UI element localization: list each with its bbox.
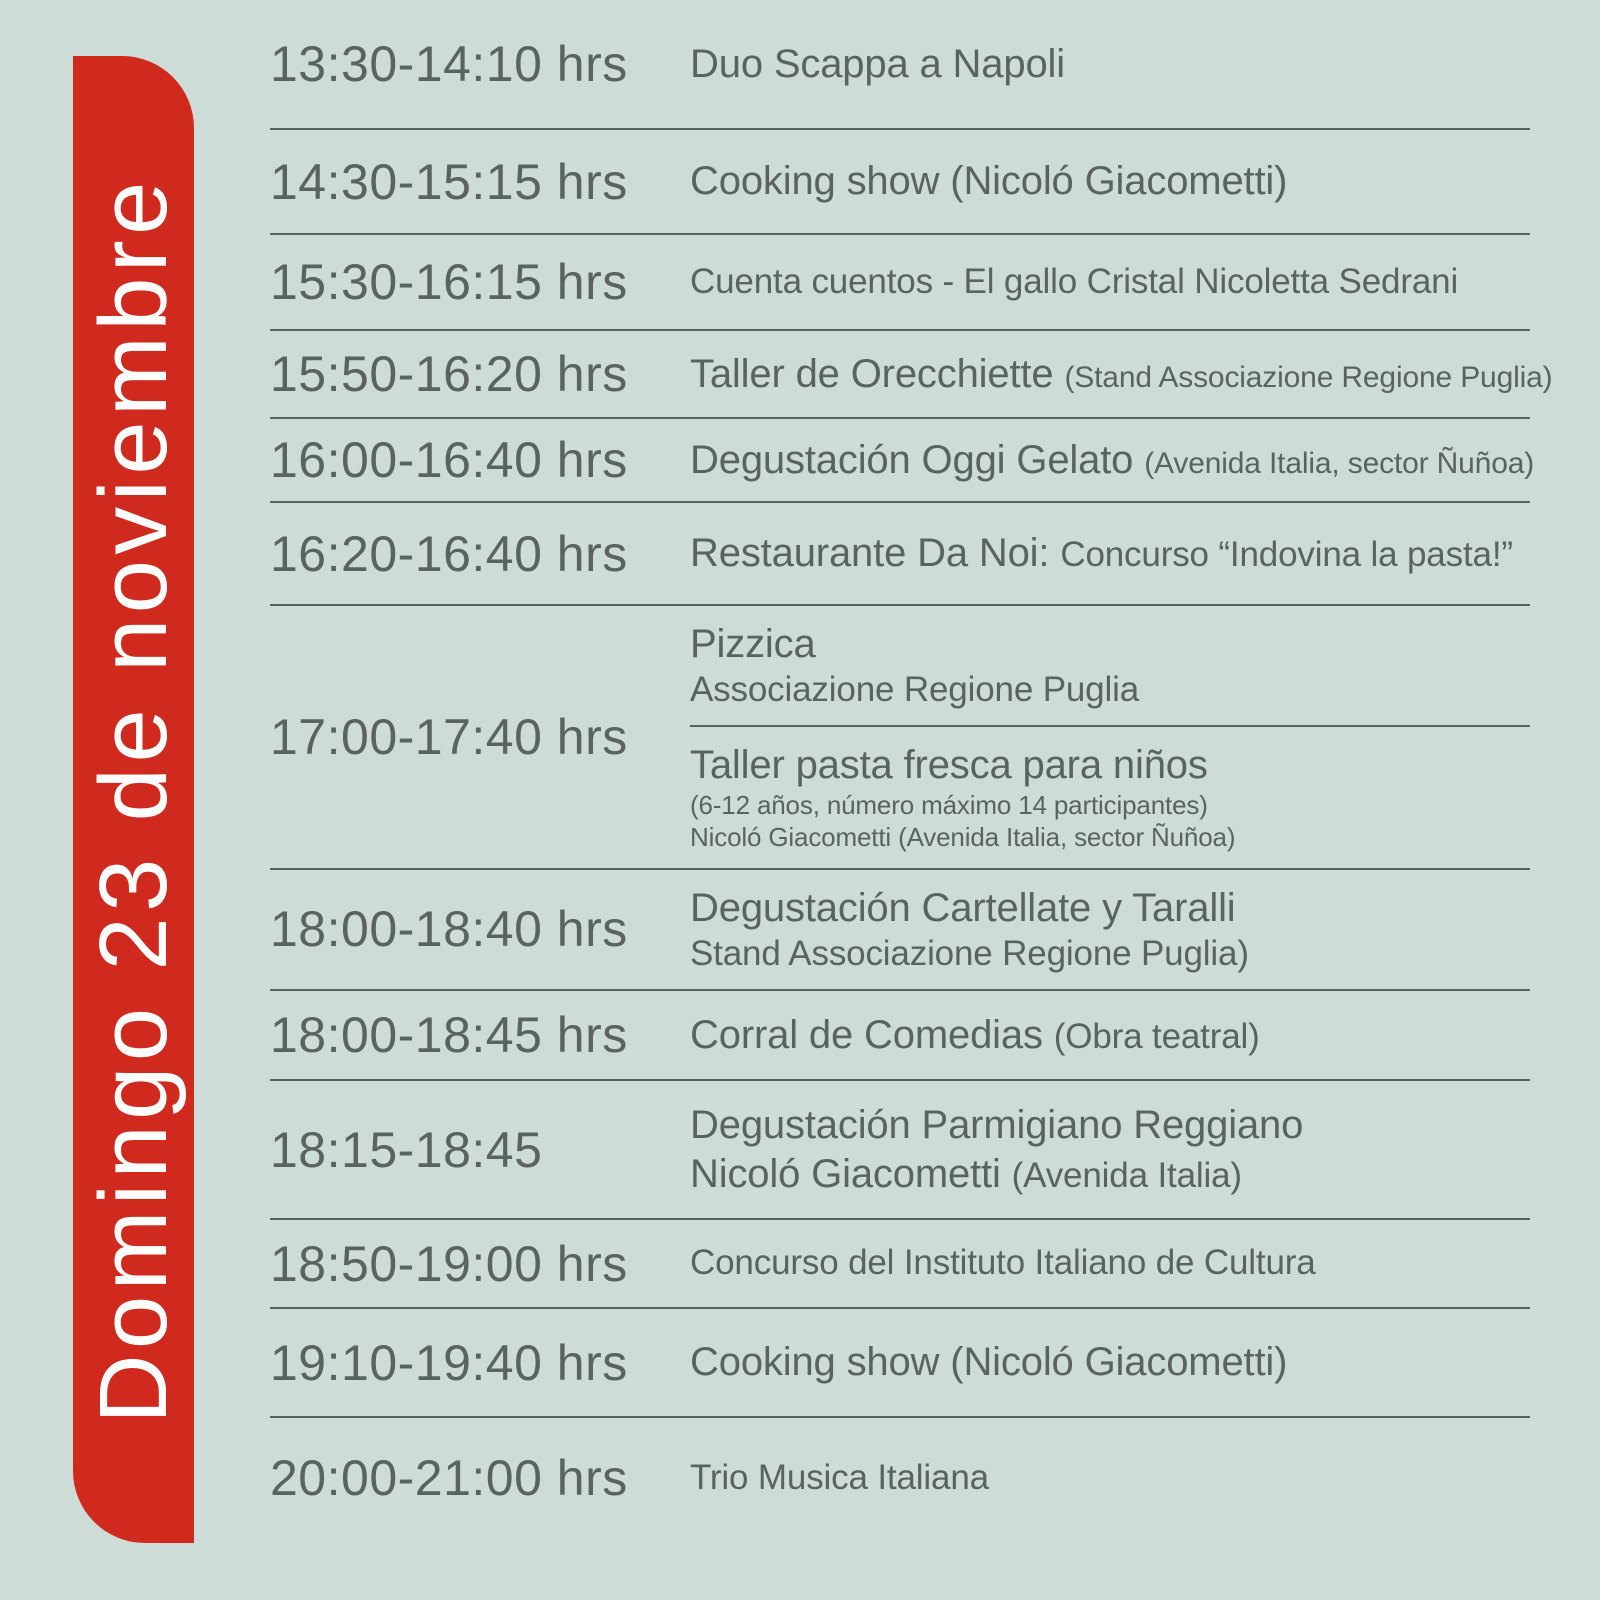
event-block	[690, 606, 1530, 725]
schedule-row	[270, 1220, 1530, 1309]
event-text: (6-12 años, número máximo 14 participantes)	[690, 790, 1208, 821]
event-text: Restaurante Da Noi:	[690, 531, 1061, 576]
event-text: Trio Musica Italiana	[690, 1457, 989, 1497]
event-block	[690, 247, 1530, 318]
event-block	[690, 515, 1530, 592]
event-text: Pizzica	[690, 622, 816, 666]
schedule-row	[270, 503, 1530, 606]
time-range: 18:00-18:40 hrs	[270, 901, 628, 958]
event-text: Taller pasta fresca para niños	[690, 743, 1208, 788]
event-line	[690, 933, 1530, 976]
event-block	[690, 1443, 1530, 1514]
event-line	[690, 790, 1530, 822]
event-description	[690, 606, 1530, 868]
event-text: (Avenida Italia)	[1011, 1155, 1242, 1195]
event-text: (Obra teatral)	[1053, 1016, 1260, 1056]
event-line	[690, 1101, 1530, 1150]
event-text: Cuenta cuentos - El gallo Cristal Nicoletta Sedrani	[690, 261, 1459, 301]
event-description	[690, 997, 1530, 1074]
time-range: 18:00-18:45 hrs	[270, 1007, 628, 1064]
event-description	[690, 1324, 1530, 1401]
schedule-row	[270, 419, 1535, 503]
event-description	[690, 26, 1530, 103]
event-text: Cooking show (Nicoló Giacometti)	[690, 159, 1288, 204]
event-line	[690, 822, 1530, 854]
event-block	[690, 1087, 1530, 1213]
event-block	[690, 336, 1553, 413]
event-block	[690, 997, 1530, 1074]
schedule-row	[270, 235, 1530, 331]
event-description	[690, 422, 1535, 499]
event-text: Associazione Regione Puglia	[690, 669, 1140, 709]
event-description	[690, 1228, 1530, 1299]
event-line	[690, 669, 1530, 712]
event-description	[690, 336, 1553, 413]
event-description	[690, 870, 1530, 989]
event-text: Concurso “Indovina la pasta!”	[1060, 535, 1513, 575]
time-range: 16:20-16:40 hrs	[270, 525, 628, 582]
event-block	[690, 1228, 1530, 1299]
schedule-row	[270, 1418, 1530, 1538]
schedule-row	[270, 0, 1530, 130]
day-banner-label: Domingo 23 de noviembre	[79, 175, 187, 1424]
event-line	[690, 40, 1530, 89]
event-text: Taller de Orecchiette	[690, 351, 1065, 396]
event-line	[690, 1338, 1530, 1387]
event-line	[690, 1150, 1530, 1199]
event-text: Degustación Parmigiano Reggiano	[690, 1102, 1304, 1147]
schedule-row	[270, 1309, 1530, 1418]
event-description	[690, 247, 1530, 318]
time-range: 13:30-14:10 hrs	[270, 36, 628, 92]
event-block	[690, 870, 1530, 989]
event-line	[690, 350, 1553, 399]
day-banner	[73, 56, 194, 1543]
event-line	[690, 261, 1530, 304]
time-range: 14:30-15:15 hrs	[270, 153, 628, 210]
event-text: Stand Associazione Regione Puglia)	[690, 933, 1249, 973]
event-text: (Avenida Italia, sector Ñuñoa)	[1144, 446, 1535, 480]
time-range: 18:50-19:00 hrs	[270, 1235, 628, 1292]
event-block	[690, 422, 1535, 499]
schedule-row	[270, 606, 1530, 870]
event-text: Cooking show (Nicoló Giacometti)	[690, 1340, 1288, 1385]
event-block	[690, 26, 1530, 103]
event-description	[690, 1443, 1530, 1514]
schedule-row	[270, 870, 1530, 991]
event-line	[690, 436, 1535, 485]
event-block	[690, 143, 1530, 220]
time-range: 15:30-16:15 hrs	[270, 254, 628, 310]
schedule-row	[270, 331, 1553, 419]
time-range: 18:15-18:45	[270, 1121, 543, 1178]
event-line	[690, 620, 1530, 669]
event-line	[690, 157, 1530, 206]
event-block	[690, 1324, 1530, 1401]
event-text: Degustación Cartellate y Taralli	[690, 885, 1236, 930]
schedule	[270, 0, 1553, 1538]
event-text: (Stand Associazione Regione Puglia)	[1064, 360, 1553, 394]
event-text: Duo Scappa a Napoli	[690, 41, 1065, 86]
event-line	[690, 1011, 1530, 1060]
event-text: Nicoló Giacometti (Avenida Italia, sector Ñuñoa)	[690, 822, 1236, 852]
event-line	[690, 741, 1530, 790]
time-range: 19:10-19:40 hrs	[270, 1334, 628, 1391]
schedule-row	[270, 1081, 1530, 1220]
event-line	[690, 884, 1530, 933]
event-description	[690, 1087, 1530, 1213]
event-text: Corral de Comedias	[690, 1012, 1054, 1057]
schedule-row	[270, 130, 1530, 235]
event-line	[690, 529, 1530, 578]
event-description	[690, 515, 1530, 592]
event-line	[690, 1242, 1530, 1285]
event-block	[690, 727, 1530, 867]
event-line	[690, 1457, 1530, 1500]
time-range: 16:00-16:40 hrs	[270, 432, 628, 488]
event-text: Nicoló Giacometti	[690, 1151, 1012, 1196]
schedule-row	[270, 991, 1530, 1081]
event-text: Concurso del Instituto Italiano de Cultura	[690, 1243, 1316, 1283]
time-range: 15:50-16:20 hrs	[270, 346, 628, 402]
event-description	[690, 143, 1530, 220]
time-range: 20:00-21:00 hrs	[270, 1450, 628, 1507]
event-text: Degustación Oggi Gelato	[690, 437, 1145, 482]
time-range: 17:00-17:40 hrs	[270, 708, 628, 765]
